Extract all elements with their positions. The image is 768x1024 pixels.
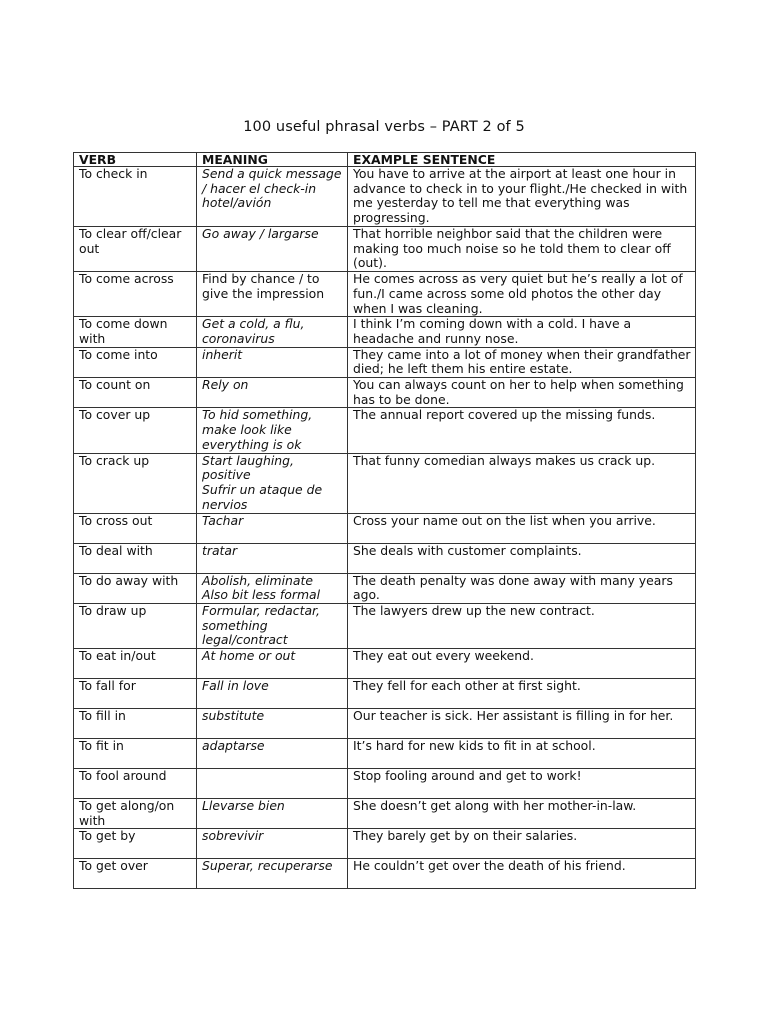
meaning-line: Get a cold, a flu, coronavirus — [202, 316, 305, 346]
verb-cell: To fool around — [74, 769, 197, 799]
verb-cell: To cross out — [74, 513, 197, 543]
meaning-cell — [197, 739, 348, 769]
meaning-line: sobrevivir — [202, 828, 264, 844]
meaning-cell — [197, 829, 348, 859]
meaning-cell — [197, 227, 348, 272]
verb-cell: To count on — [74, 378, 197, 408]
meaning-line: Find by chance / to give the impression — [202, 271, 325, 301]
table-row — [74, 317, 696, 347]
table-header-row — [74, 153, 696, 167]
table-row — [74, 799, 696, 829]
header-verb: VERB — [74, 153, 197, 167]
page-title: 100 useful phrasal verbs – PART 2 of 5 — [243, 119, 525, 135]
example-sentence-cell: The death penalty was done away with many years ago. — [348, 573, 696, 603]
phrasal-verbs-table — [73, 152, 696, 889]
meaning-line: Abolish, eliminate — [202, 573, 313, 588]
verb-cell: To fit in — [74, 739, 197, 769]
meaning-line: Superar, recuperarse — [202, 858, 333, 874]
table-row — [74, 543, 696, 573]
meaning-line: Send a quick message / hacer el check-in hotel/avión — [202, 166, 342, 211]
table-row — [74, 859, 696, 889]
example-sentence-cell: You have to arrive at the airport at least one hour in advance to check in to your flight./He checked in with me yesterday to tell me that everything was progressing. — [348, 167, 696, 227]
example-sentence-cell: The lawyers drew up the new contract. — [348, 603, 696, 648]
example-sentence-cell: I think I’m coming down with a cold. I have a headache and runny nose. — [348, 317, 696, 347]
meaning-cell — [197, 272, 348, 317]
table-row — [74, 679, 696, 709]
verb-cell: To draw up — [74, 603, 197, 648]
table-row — [74, 453, 696, 513]
example-sentence-cell: They eat out every weekend. — [348, 649, 696, 679]
header-meaning: MEANING — [197, 153, 348, 167]
verb-cell: To do away with — [74, 573, 197, 603]
meaning-line: inherit — [202, 347, 243, 362]
verb-cell: To fall for — [74, 679, 197, 709]
verb-cell: To cover up — [74, 408, 197, 453]
example-sentence-cell: She doesn’t get along with her mother-in-law. — [348, 799, 696, 829]
meaning-cell — [197, 769, 348, 799]
meaning-line: Rely on — [202, 377, 249, 393]
example-sentence-cell: You can always count on her to help when something has to be done. — [348, 378, 696, 408]
example-sentence-cell: They fell for each other at first sight. — [348, 679, 696, 709]
table-row — [74, 709, 696, 739]
verb-cell: To crack up — [74, 453, 197, 513]
meaning-cell — [197, 513, 348, 543]
meaning-line: tratar — [202, 543, 238, 558]
verb-cell: To come into — [74, 347, 197, 377]
table-row — [74, 769, 696, 799]
table-row — [74, 378, 696, 408]
verb-cell: To come across — [74, 272, 197, 317]
meaning-line: Also bit less formal — [202, 587, 321, 603]
meaning-line: To hid something, make look like everything is ok — [202, 407, 313, 452]
verb-cell: To check in — [74, 167, 197, 227]
example-sentence-cell: They came into a lot of money when their grandfather died; he left them his entire estate. — [348, 347, 696, 377]
table-row — [74, 167, 696, 227]
table-row — [74, 573, 696, 603]
verb-cell: To deal with — [74, 543, 197, 573]
example-sentence-cell: He comes across as very quiet but he’s really a lot of fun./I came across some old photos the other day when I was cleaning. — [348, 272, 696, 317]
example-sentence-cell: Stop fooling around and get to work! — [348, 769, 696, 799]
table-row — [74, 829, 696, 859]
meaning-cell — [197, 799, 348, 829]
meaning-cell — [197, 603, 348, 648]
example-sentence-cell: It’s hard for new kids to fit in at school. — [348, 739, 696, 769]
verb-cell: To get by — [74, 829, 197, 859]
table-row — [74, 513, 696, 543]
table-row — [74, 603, 696, 648]
meaning-cell — [197, 543, 348, 573]
example-sentence-cell: She deals with customer complaints. — [348, 543, 696, 573]
example-sentence-cell: Cross your name out on the list when you arrive. — [348, 513, 696, 543]
example-sentence-cell: That horrible neighbor said that the children were making too much noise so he told them to clear off (out). — [348, 227, 696, 272]
meaning-cell — [197, 649, 348, 679]
meaning-line: Start laughing, positive — [202, 453, 294, 483]
meaning-cell — [197, 573, 348, 603]
verb-cell: To get along/on with — [74, 799, 197, 829]
meaning-cell — [197, 453, 348, 513]
meaning-cell — [197, 167, 348, 227]
meaning-line: Fall in love — [202, 678, 269, 694]
meaning-cell — [197, 317, 348, 347]
meaning-line: At home or out — [202, 648, 296, 664]
meaning-cell — [197, 709, 348, 739]
meaning-line: adaptarse — [202, 738, 265, 754]
meaning-cell — [197, 408, 348, 453]
example-sentence-cell: He couldn’t get over the death of his friend. — [348, 859, 696, 889]
meaning-cell — [197, 347, 348, 377]
meaning-line: Llevarse bien — [202, 798, 285, 814]
meaning-cell — [197, 378, 348, 408]
table-row — [74, 347, 696, 377]
table-row — [74, 272, 696, 317]
verb-cell: To come down with — [74, 317, 197, 347]
verb-cell: To get over — [74, 859, 197, 889]
header-example-sentence: EXAMPLE SENTENCE — [348, 153, 696, 167]
meaning-line: Tachar — [202, 513, 244, 528]
verb-cell: To fill in — [74, 709, 197, 739]
example-sentence-cell: They barely get by on their salaries. — [348, 829, 696, 859]
table-row — [74, 649, 696, 679]
meaning-line: Go away / largarse — [202, 226, 319, 241]
example-sentence-cell: That funny comedian always makes us crack up. — [348, 453, 696, 513]
table-row — [74, 227, 696, 272]
meaning-line: Sufrir un ataque de nervios — [202, 481, 323, 512]
meaning-line: substitute — [202, 708, 265, 724]
verb-cell: To eat in/out — [74, 649, 197, 679]
meaning-cell — [197, 859, 348, 889]
meaning-line: Formular, redactar, something legal/contract — [202, 603, 320, 648]
verb-cell: To clear off/clear out — [74, 227, 197, 272]
meaning-cell — [197, 679, 348, 709]
table-row — [74, 408, 696, 453]
table-row — [74, 739, 696, 769]
example-sentence-cell: The annual report covered up the missing funds. — [348, 408, 696, 453]
example-sentence-cell: Our teacher is sick. Her assistant is filling in for her. — [348, 709, 696, 739]
